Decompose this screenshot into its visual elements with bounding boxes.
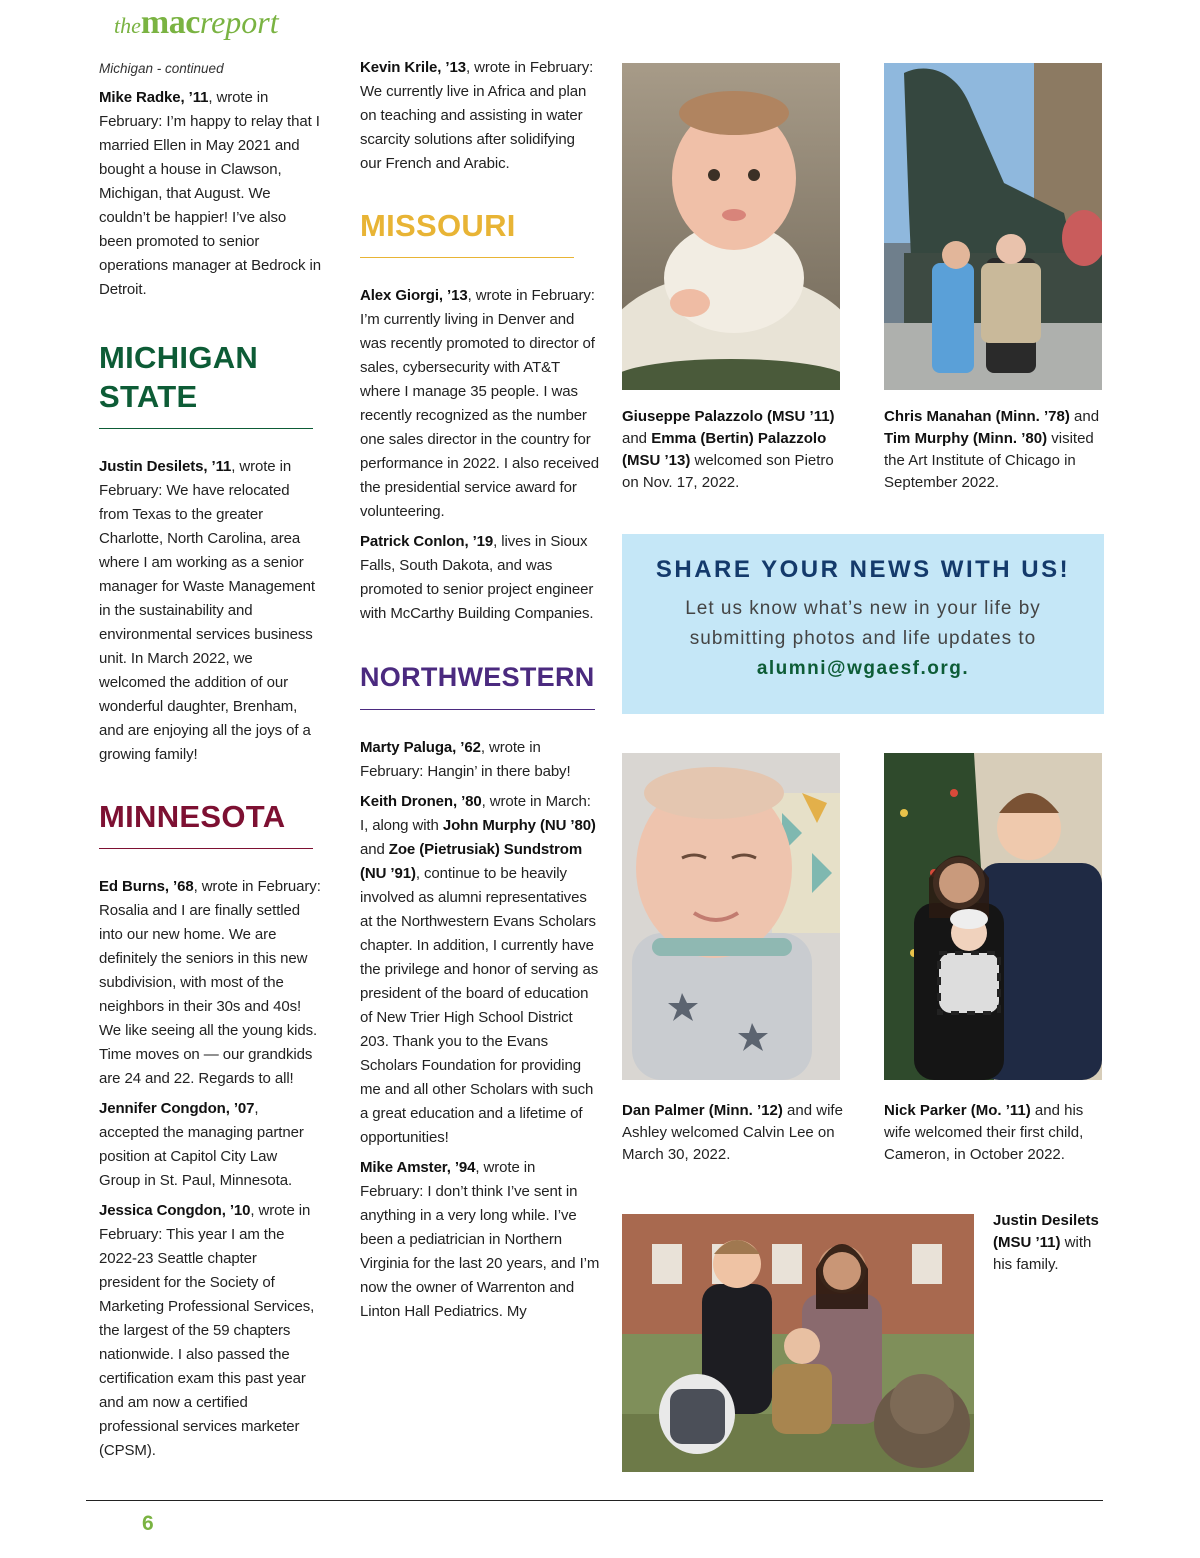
masthead-the: the <box>114 13 141 38</box>
masthead-mac: mac <box>140 4 200 41</box>
entry-burns: Ed Burns, ’68, wrote in February: Rosalia and I are finally settled into our new home. We are definitely the seniors in this new subdivision, with most of the neighbors in their 30s and 40s! We like seeing all the young kids. Time moves on — our grandkids are 24 and 22. Regards to all! <box>99 878 321 1087</box>
share-news-title: SHARE YOUR NEWS WITH US! <box>655 556 1071 583</box>
heading-minnesota: MINNESOTA <box>99 797 313 849</box>
caption-manahan: Chris Manahan (Minn. ’78) and Tim Murphy (Minn. ’80) visited the Art Institute of Chicago in September 2022. <box>884 408 1100 491</box>
caption-desilets: Justin Desilets (MSU ’11) with his family. <box>993 1212 1099 1273</box>
photo-parker-family <box>884 753 1102 1080</box>
entry-jessica-congdon: Jessica Congdon, ’10, wrote in February: This year I am the 2022-23 Seattle chapter president for the Society of Marketing Professional Services, the largest of the 59 chapters nationwide. I also passed the certification exam this past year and am now a certified professional services marketer (CPSM). <box>99 1202 315 1459</box>
share-email-link[interactable]: alumni@wgaesf.org. <box>756 658 970 679</box>
photo-desilets-family <box>622 1214 974 1472</box>
masthead-report: report <box>199 4 279 40</box>
entry-jennifer-congdon: Jennifer Congdon, ’07, accepted the managing partner position at Capitol City Law Group in St. Paul, Minnesota. <box>99 1100 304 1189</box>
photo-baby-pietro <box>622 63 840 390</box>
entry-dronen: Keith Dronen, ’80, wrote in March: I, along with John Murphy (NU ’80) and Zoe (Pietrusiak) Sundstrom (NU ’91), continue to be heavily involved as alumni representatives at the Northwestern Evans Scholars chapter. In addition, I currently have the privilege and honor of serving as president of the board of education of New Trier High School District 203. Thank you to the Evans Scholars Foundation for providing me and all other Scholars with such a great education and a lifetime of opportunities! <box>360 793 599 1146</box>
entry-radke: Mike Radke, ’11, wrote in February: I’m happy to relay that I married Ellen in May 2021 and bought a house in Clawson, Michigan, that August. We couldn’t be happier! I’ve also been promoted to senior operations manager at Bedrock in Detroit. <box>99 89 321 298</box>
caption-palmer: Dan Palmer (Minn. ’12) and wife Ashley welcomed Calvin Lee on March 30, 2022. <box>622 1102 843 1163</box>
masthead-logo <box>114 4 279 42</box>
column-1 <box>99 56 321 1469</box>
caption-palazzolo: Giuseppe Palazzolo (MSU ’11) and Emma (Bertin) Palazzolo (MSU ’13) welcomed son Pietro on Nov. 17, 2022. <box>622 408 835 491</box>
entry-giorgi: Alex Giorgi, ’13, wrote in February: I’m currently living in Denver and was recently promoted to director of sales, cybersecurity with AT&T where I manage 35 people. I was recently recognized as the number one sales director in the country for performance in 2022. I also received the presidential service award for volunteering. <box>360 287 600 520</box>
continued-label: Michigan - continued <box>99 61 224 76</box>
entry-krile: Kevin Krile, ’13, wrote in February: We currently live in Africa and plan on teaching and assisting in water scarcity solutions after solidifying our French and Arabic. <box>360 59 594 172</box>
photo-baby-calvin <box>622 753 840 1080</box>
heading-missouri: MISSOURI <box>360 206 574 258</box>
heading-michigan-state: MICHIGAN STATE <box>99 338 313 429</box>
entry-conlon: Patrick Conlon, ’19, lives in Sioux Falls, South Dakota, and was promoted to senior project engineer with McCarthy Building Companies. <box>360 533 594 622</box>
page-number: 6 <box>142 1512 154 1535</box>
entry-amster: Mike Amster, ’94, wrote in February: I don’t think I’ve sent in anything in a very long while. I’ve been a pediatrician in Northern Virginia for the last 20 years, and I’m now the owner of Warrenton and Linton Hall Pediatrics. My <box>360 1159 600 1320</box>
share-news-box <box>622 534 1104 714</box>
heading-northwestern: NORTHWESTERN <box>360 658 595 710</box>
entry-paluga: Marty Paluga, ’62, wrote in February: Hangin’ in there baby! <box>360 739 571 780</box>
photo-art-institute-lion <box>884 63 1102 390</box>
share-news-text: Let us know what’s new in your life by submitting photos and life updates to alumni@wgaesf.org. <box>685 598 1041 679</box>
entry-desilets: Justin Desilets, ’11, wrote in February: We have relocated from Texas to the greater Charlotte, North Carolina, area where I am working as a senior manager for Waste Management in the sustainability and environmental services business unit. In March 2022, we welcomed the addition of our wonderful daughter, Brenham, and are enjoying all the joys of a growing family! <box>99 458 315 763</box>
footer-rule <box>86 1500 1103 1501</box>
caption-parker: Nick Parker (Mo. ’11) and his wife welcomed their first child, Cameron, in October 2022. <box>884 1102 1084 1163</box>
column-2 <box>360 56 600 1330</box>
